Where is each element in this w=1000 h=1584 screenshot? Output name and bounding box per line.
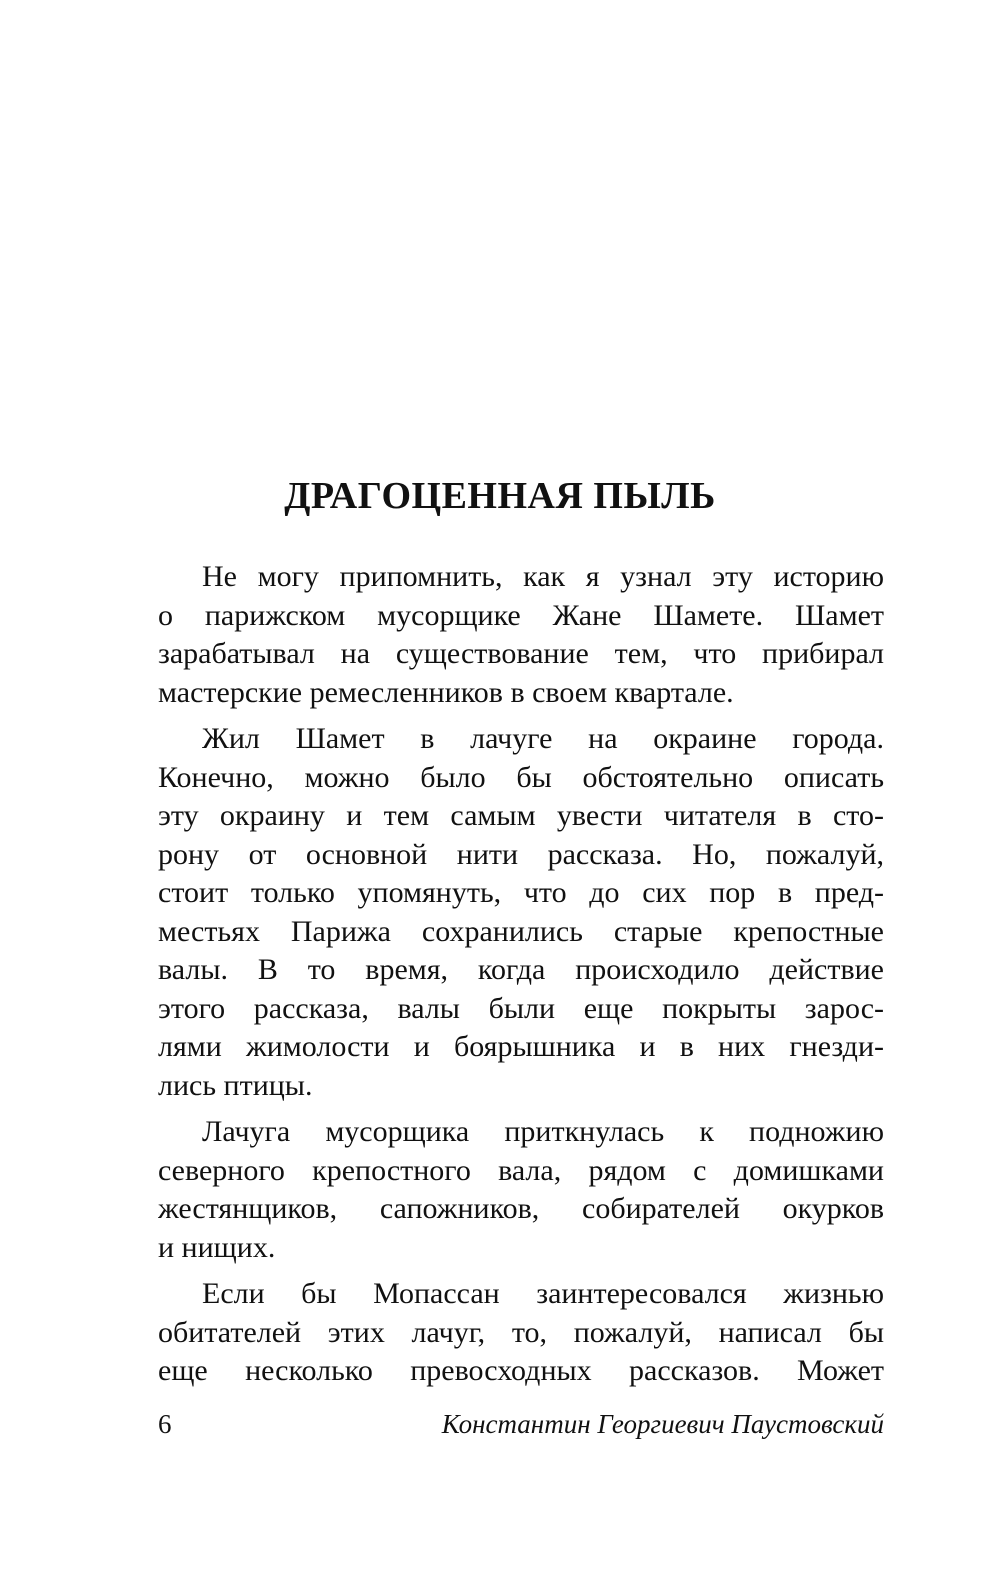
chapter-title: ДРАГОЦЕННАЯ ПЫЛЬ [284, 475, 716, 517]
text-line: о парижском мусорщике Жане Шамете. Шамет [158, 598, 884, 632]
text-line: мастерские ремесленников в своем квартале. [158, 675, 734, 709]
running-head-author: Константин Георгиевич Паустовский [441, 1409, 884, 1439]
text-line: еще несколько превосходных рассказов. Может [158, 1354, 884, 1387]
text-line: лями жимолости и боярышника и в них гнезди- [158, 1030, 884, 1063]
text-line: Жил Шамет в лачуге на окраине города. [202, 722, 884, 755]
text-line: местьях Парижа сохранились старые крепостные [158, 914, 884, 948]
text-line: Не могу припомнить, как я узнал эту историю [202, 560, 884, 593]
text-line: стоит только упомянуть, что до сих пор в пред- [158, 876, 884, 909]
text-line: жестянщиков, сапожников, собирателей окурков [158, 1192, 884, 1225]
paragraph-4 [158, 1275, 884, 1391]
text-line: валы. В то время, когда происходило действие [158, 953, 884, 986]
text-line: Лачуга мусорщика приткнулась к подножию [202, 1115, 884, 1148]
paragraph-3 [158, 1113, 884, 1267]
text-line: северного крепостного вала, рядом с домишками [158, 1153, 884, 1187]
paragraph-1 [158, 558, 884, 712]
text-line: обитателей этих лачуг, то, пожалуй, написал бы [158, 1315, 884, 1349]
page-footer [158, 1404, 884, 1444]
text-line: рону от основной нити рассказа. Но, пожалуй, [158, 837, 884, 871]
text-line: лись птицы. [158, 1068, 313, 1102]
text-line: этого рассказа, валы были еще покрыты зарос- [158, 991, 884, 1025]
page-number: 6 [158, 1409, 172, 1439]
text-line: Конечно, можно было бы обстоятельно описать [158, 760, 884, 794]
paragraph-2 [158, 720, 884, 1105]
body-text [158, 558, 884, 1399]
text-line: и нищих. [158, 1230, 276, 1264]
text-line: Если бы Мопассан заинтересовался жизнью [202, 1277, 884, 1310]
text-line: эту окраину и тем самым увести читателя в сто- [158, 799, 884, 832]
text-line: зарабатывал на существование тем, что прибирал [158, 637, 884, 670]
